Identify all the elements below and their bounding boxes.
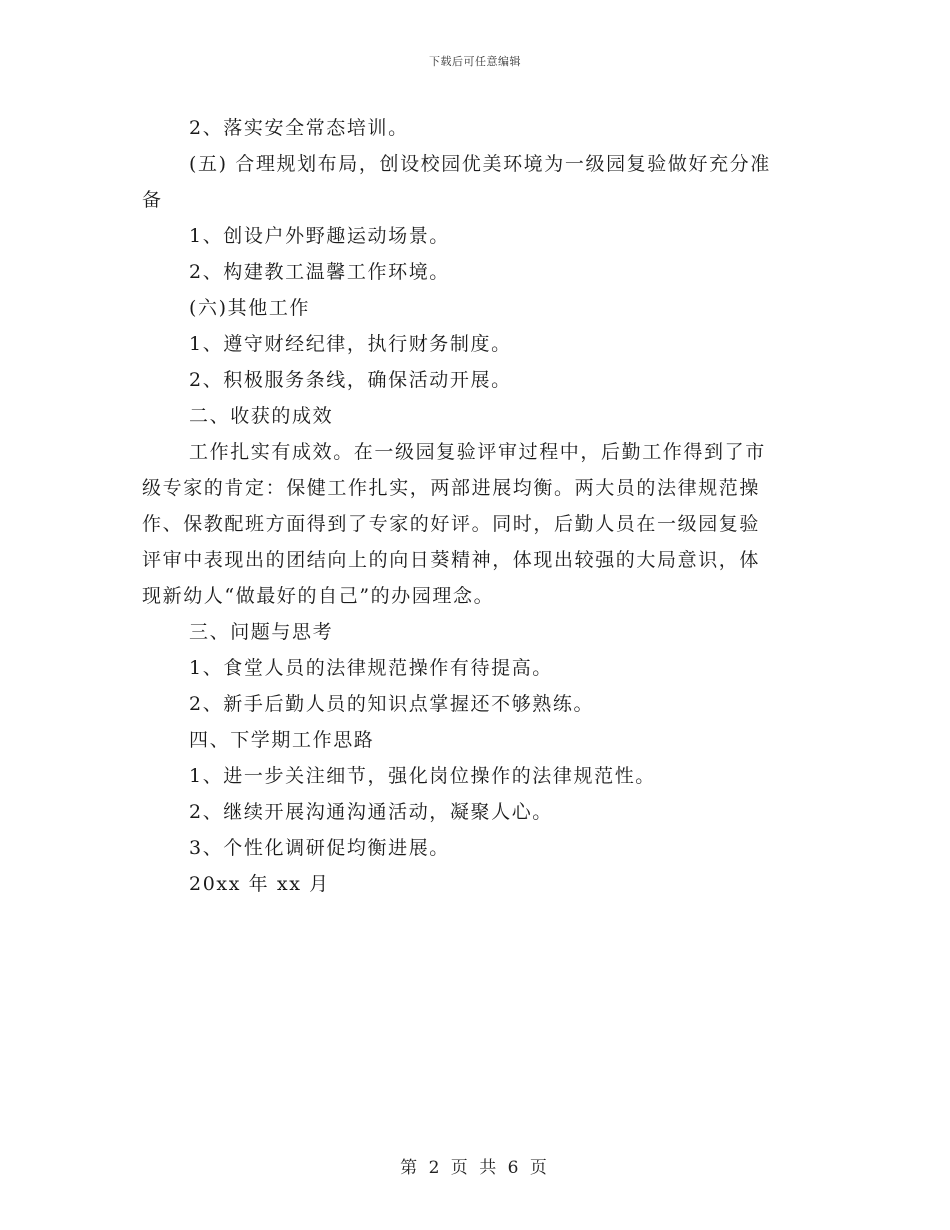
body-line: 2、继续开展沟通沟通活动，凝聚人心。 (189, 801, 553, 823)
paragraph-line: 作、保教配班方面得到了专家的好评。同时，后勤人员在一级园复验 (142, 513, 761, 535)
page-number-footer: 第 2 页 共 6 页 (400, 1158, 550, 1178)
paragraph-line: 工作扎实有成效。在一级园复验评审过程中，后勤工作得到了市 (189, 441, 766, 463)
body-line: 2、积极服务条线，确保活动开展。 (189, 369, 512, 391)
body-line: 1、进一步关注细节，强化岗位操作的法律规范性。 (189, 765, 656, 787)
paragraph-line: 级专家的肯定：保健工作扎实，两部进展均衡。两大员的法律规范操 (142, 477, 761, 499)
body-line: 3、个性化调研促均衡进展。 (189, 837, 450, 859)
body-line: 1、食堂人员的法律规范操作有待提高。 (189, 657, 553, 679)
body-line: 2、新手后勤人员的知识点掌握还不够熟练。 (189, 693, 595, 715)
section-heading: 二、收获的成效 (189, 405, 334, 427)
section-heading: 四、下学期工作思路 (189, 729, 375, 751)
body-line: 2、构建教工温馨工作环境。 (189, 261, 450, 283)
body-line: 1、遵守财经纪律，执行财务制度。 (189, 333, 512, 355)
body-line: 1、创设户外野趣运动场景。 (189, 225, 450, 247)
section-heading: (六)其他工作 (189, 297, 311, 319)
paragraph-line: 现新幼人“做最好的自己”的办园理念。 (142, 585, 495, 607)
page-header-note: 下载后可任意编辑 (429, 55, 521, 68)
section-heading: 三、问题与思考 (189, 621, 334, 643)
body-line: 备 (142, 189, 163, 211)
document-body (142, 110, 810, 902)
paragraph-line: 评审中表现出的团结向上的向日葵精神，体现出较强的大局意识，体 (142, 549, 761, 571)
body-line: 2、落实安全常态培训。 (189, 117, 409, 139)
section-heading: (五) 合理规划布局，创设校园优美环境为一级园复验做好充分准 (189, 153, 771, 175)
document-date: 20xx 年 xx 月 (189, 873, 330, 895)
